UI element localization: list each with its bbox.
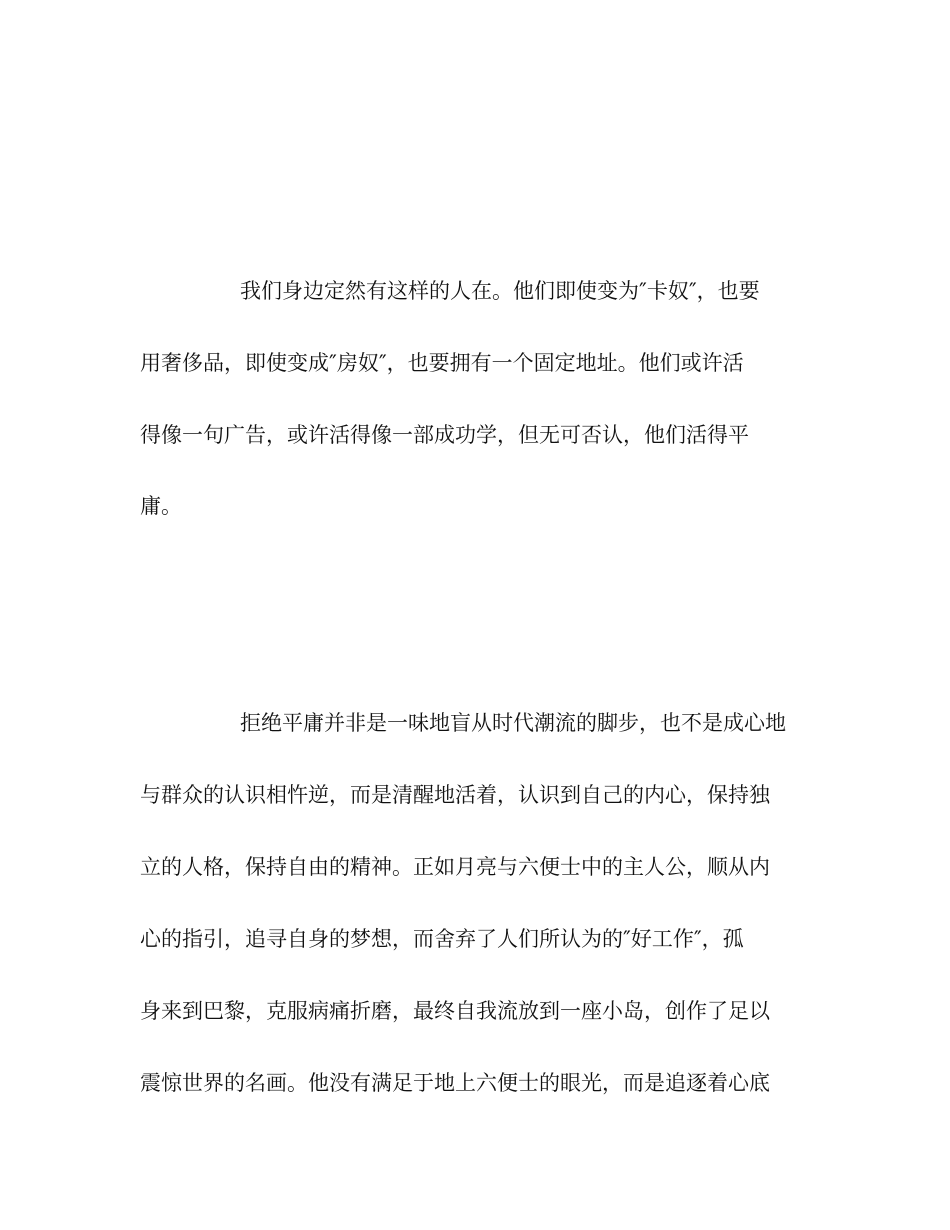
paragraph-line: 身来到巴黎，克服病痛折磨，最终自我流放到一座小岛，创作了足以 — [140, 999, 770, 1023]
paragraph-line: 心的指引，追寻自身的梦想，而舍弃了人们所认为的″好工作″，孤 — [140, 927, 744, 951]
paragraph-line: 得像一句广告，或许活得像一部成功学，但无可否认，他们活得平 — [140, 423, 749, 447]
paragraph-line: 我们身边定然有这样的人在。他们即使变为″卡奴″，也要 — [240, 279, 760, 303]
paragraph-line: 震惊世界的名画。他没有满足于地上六便士的眼光，而是追逐着心底 — [140, 1071, 770, 1095]
paragraph-line: 拒绝平庸并非是一味地盲从时代潮流的脚步，也不是成心地 — [240, 711, 786, 735]
paragraph-line: 庸。 — [140, 494, 182, 518]
paragraph-line: 立的人格，保持自由的精神。正如月亮与六便士中的主人公，顺从内 — [140, 855, 770, 879]
paragraph-line: 用奢侈品，即使变成″房奴″，也要拥有一个固定地址。他们或许活 — [140, 351, 744, 375]
paragraph-line: 与群众的认识相忤逆，而是清醒地活着，认识到自己的内心，保持独 — [140, 783, 770, 807]
